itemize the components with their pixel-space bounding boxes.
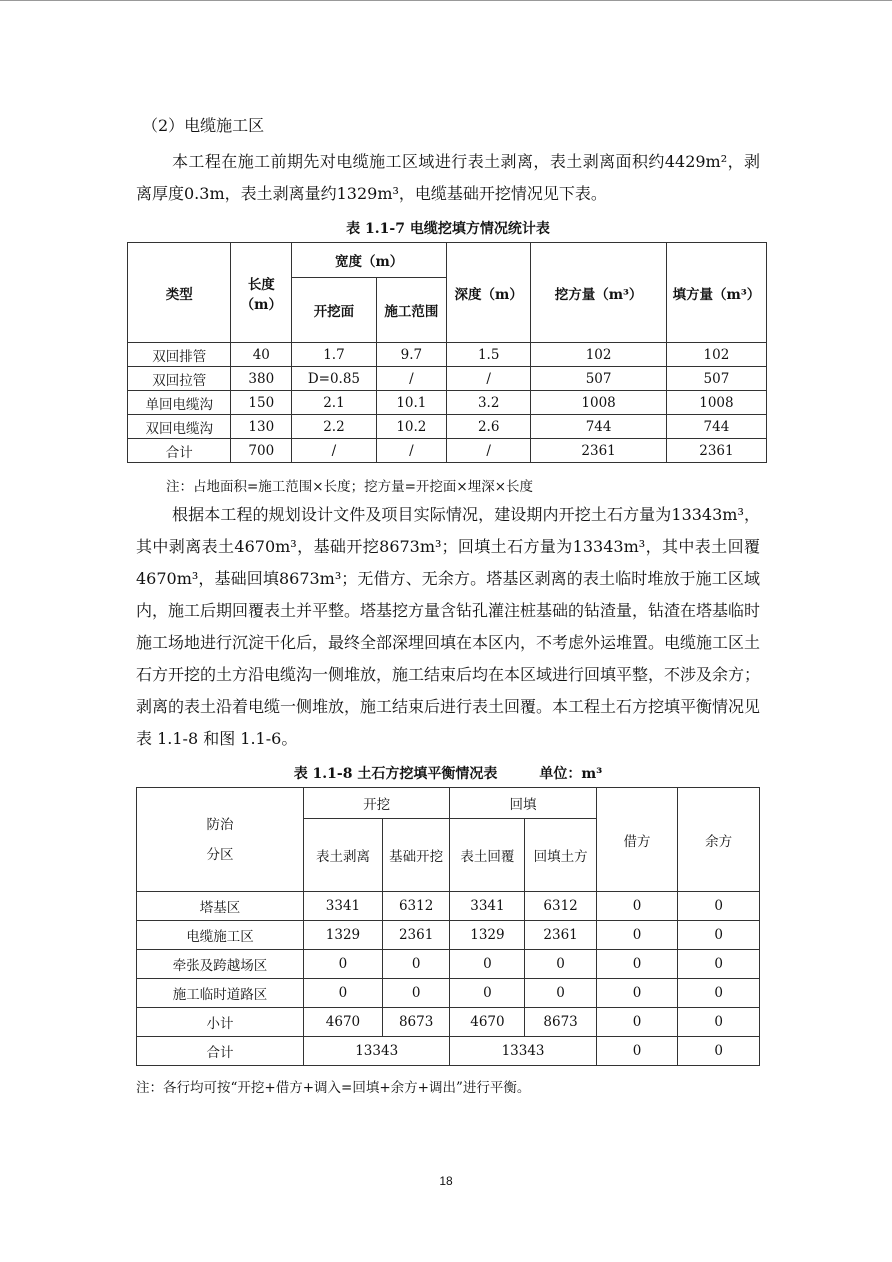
table-cell: / (376, 439, 446, 463)
table-cell: 150 (231, 391, 292, 415)
table-cell: 1008 (531, 391, 666, 415)
table-total-row (137, 1037, 760, 1066)
table-cell: / (292, 439, 377, 463)
table-cell: 8673 (525, 1008, 596, 1037)
table-cell: 4670 (450, 1008, 525, 1037)
table-cell: 合计 (128, 439, 231, 463)
table-cell: 3341 (450, 892, 525, 921)
table1-body (128, 343, 767, 463)
header-surplus: 余方 (678, 788, 760, 892)
table2-caption: 表 1.1-8 土石方挖填平衡情况表 单位：m³ (293, 766, 603, 782)
table-cell: 700 (231, 439, 292, 463)
table-row (128, 367, 767, 391)
table-cell: 电缆施工区 (137, 921, 304, 950)
header-zone-line2: 分区 (206, 846, 234, 863)
table2-body (137, 892, 760, 1037)
table-cell: 2361 (531, 439, 666, 463)
total-borrow: 0 (596, 1037, 678, 1066)
total-surplus: 0 (678, 1037, 760, 1066)
table-cell: 0 (678, 1008, 760, 1037)
table-cell: 102 (666, 343, 766, 367)
table2-note: 注：各行均可按“开挖+借方+调入=回填+余方+调出”进行平衡。 (136, 1080, 531, 1096)
table-cell: D=0.85 (292, 367, 377, 391)
table-cell: 0 (596, 979, 678, 1008)
table-cell: 塔基区 (137, 892, 304, 921)
total-label: 合计 (137, 1037, 304, 1066)
header-zone (137, 788, 304, 892)
header-backfill: 回填 (450, 788, 596, 819)
table-row (128, 439, 767, 463)
table-cell: 507 (531, 367, 666, 391)
table-cell: 双回拉管 (128, 367, 231, 391)
table-cell: 507 (666, 367, 766, 391)
table1-caption: 表 1.1-7 电缆挖填方情况统计表 (346, 221, 550, 237)
header-width-construction: 施工范围 (376, 278, 446, 343)
table-row (137, 892, 760, 921)
header-backfill-earth: 回填土方 (525, 819, 596, 892)
table-cell: 0 (678, 921, 760, 950)
table-cell: 0 (596, 921, 678, 950)
table-cell: 2361 (382, 921, 449, 950)
table-cell: 1008 (666, 391, 766, 415)
header-length: 长度（m） (231, 243, 292, 343)
table-cell: 2.2 (292, 415, 377, 439)
table-cell: 1.5 (447, 343, 531, 367)
document-body (136, 112, 760, 1096)
table-row (137, 950, 760, 979)
table-cell: 1329 (304, 921, 383, 950)
table-cell: 6312 (382, 892, 449, 921)
table-cell: 0 (678, 950, 760, 979)
table-row (128, 415, 767, 439)
table-row (137, 921, 760, 950)
header-topsoil-strip: 表土剥离 (304, 819, 383, 892)
table-cell: 0 (450, 950, 525, 979)
header-excavation: 开挖 (304, 788, 450, 819)
table-cell: / (376, 367, 446, 391)
table-cell: 小计 (137, 1008, 304, 1037)
table-cell: 单回电缆沟 (128, 391, 231, 415)
table-cell: 2361 (666, 439, 766, 463)
cable-cut-fill-table (127, 242, 767, 463)
total-excavation: 13343 (304, 1037, 450, 1066)
table-cell: 0 (596, 1008, 678, 1037)
table-cell: 2361 (525, 921, 596, 950)
table-cell: 744 (531, 415, 666, 439)
header-depth: 深度（m） (447, 243, 531, 343)
header-width-excavation: 开挖面 (292, 278, 377, 343)
table-cell: 2.1 (292, 391, 377, 415)
table-cell: 380 (231, 367, 292, 391)
page-number: 18 (439, 1174, 453, 1188)
table-cell: 9.7 (376, 343, 446, 367)
header-borrow: 借方 (596, 788, 678, 892)
table-cell: 40 (231, 343, 292, 367)
table-cell: 施工临时道路区 (137, 979, 304, 1008)
table-row (128, 343, 767, 367)
table-cell: / (447, 367, 531, 391)
header-topsoil-cover: 表土回覆 (450, 819, 525, 892)
table-cell: 0 (678, 979, 760, 1008)
intro-paragraph: 本工程在施工前期先对电缆施工区域进行表土剥离，表土剥离面积约4429m²，剥离厚度0.3m，表土剥离量约1329m³，电缆基础开挖情况见下表。 (136, 152, 760, 203)
table-row (137, 979, 760, 1008)
table-cell: 10.1 (376, 391, 446, 415)
table-cell: 0 (678, 892, 760, 921)
table-cell: 0 (304, 950, 383, 979)
table-row (137, 1008, 760, 1037)
table-cell: 牵张及跨越场区 (137, 950, 304, 979)
table-cell: 744 (666, 415, 766, 439)
header-fill: 填方量（m³） (666, 243, 766, 343)
table-cell: 0 (596, 892, 678, 921)
table-cell: 102 (531, 343, 666, 367)
table-cell: 3.2 (447, 391, 531, 415)
table-cell: 0 (450, 979, 525, 1008)
table-cell: 4670 (304, 1008, 383, 1037)
table-cell: 3341 (304, 892, 383, 921)
total-backfill: 13343 (450, 1037, 596, 1066)
header-zone-line1: 防治 (206, 816, 234, 833)
table-cell: 6312 (525, 892, 596, 921)
table-cell: 0 (382, 979, 449, 1008)
table-cell: 2.6 (447, 415, 531, 439)
table-cell: 1329 (450, 921, 525, 950)
table-cell: / (447, 439, 531, 463)
table-cell: 0 (596, 950, 678, 979)
top-rule (0, 0, 892, 1)
table-cell: 双回排管 (128, 343, 231, 367)
header-cut: 挖方量（m³） (531, 243, 666, 343)
table-cell: 0 (525, 979, 596, 1008)
table-cell: 0 (382, 950, 449, 979)
header-width: 宽度（m） (292, 243, 447, 278)
table-cell: 8673 (382, 1008, 449, 1037)
table-cell: 双回电缆沟 (128, 415, 231, 439)
section-heading: （2）电缆施工区 (142, 116, 265, 135)
table-row (128, 391, 767, 415)
header-type: 类型 (128, 243, 231, 343)
table-cell: 10.2 (376, 415, 446, 439)
earthwork-balance-table (136, 787, 760, 1066)
table-cell: 0 (525, 950, 596, 979)
table1-note: 注：占地面积=施工范围×长度；挖方量=开挖面×埋深×长度 (166, 479, 534, 495)
table-cell: 130 (231, 415, 292, 439)
balance-paragraph: 根据本工程的规划设计文件及项目实际情况，建设期内开挖土石方量为13343m³，其中剥离表土4670m³，基础开挖8673m³；回填土石方量为13343m³，其中表土回覆4670m³，基础回填8673m³；无借方、无余方。塔基区剥离的表土临时堆放于施工区域内，施工后期回覆表土并平整。塔基挖方量含钻孔灌注桩基础的钻渣量，钻渣在塔基临时施工场地进行沉淀干化后，最终全部深埋回填在本区内，不考虑外运堆置。电缆施工区土石方开挖的土方沿电缆沟一侧堆放，施工结束后均在本区域进行回填平整，不涉及余方；剥离的表土沿着电缆一侧堆放，施工结束后进行表土回覆。本工程土石方挖填平衡情况见表 1.1-8 和图 1.1-6。 (136, 505, 761, 748)
table-cell: 1.7 (292, 343, 377, 367)
header-foundation-cut: 基础开挖 (382, 819, 449, 892)
table-cell: 0 (304, 979, 383, 1008)
